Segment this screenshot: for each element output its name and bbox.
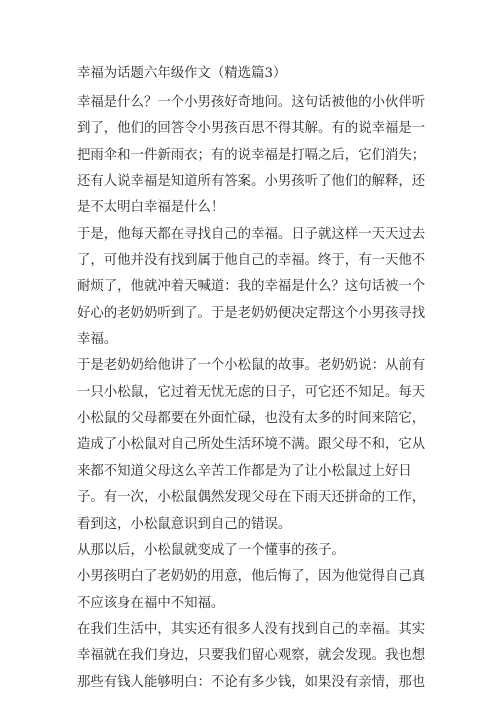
text-line: 是不太明白幸福是什么！ xyxy=(77,200,225,216)
document-title: 幸福为话题六年级作文（精选篇3） xyxy=(77,66,287,81)
text-line: 从那以后，小松鼠就变成了一个懂事的孩子。 xyxy=(77,542,345,558)
text-line: 在我们生活中，其实还有很多人没有找到自己的幸福。其实 xyxy=(77,621,426,637)
text-line: 幸福就在我们身边，只要我们留心观察，就会发现。我也想 xyxy=(77,648,426,664)
text-line: 于是老奶奶给他讲了一个小松鼠的故事。老奶奶说：从前有 xyxy=(77,358,426,374)
text-line: 好心的老奶奶听到了。于是老奶奶便决定帮这个小男孩寻找 xyxy=(77,305,426,321)
text-line: 到了，他们的回答令小男孩百思不得其解。有的说幸福是一 xyxy=(77,121,426,137)
text-line: 造成了小松鼠对自己所处生活环境不满。跟父母不和，它从 xyxy=(77,437,426,453)
text-line: 耐烦了，他就冲着天喊道：我的幸福是什么？这句话被一个 xyxy=(77,279,426,295)
text-line: 不应该身在福中不知福。 xyxy=(77,595,225,611)
text-line: 那些有钱人能够明白：不论有多少钱，如果没有亲情，那也 xyxy=(77,674,426,690)
text-line: 小男孩明白了老奶奶的用意，他后悔了，因为他觉得自己真 xyxy=(77,569,426,585)
text-line: 把雨伞和一件新雨衣；有的说幸福是打嗝之后，它们消失； xyxy=(77,147,426,163)
text-line: 了，可他并没有找到属于他自己的幸福。终于，有一天他不 xyxy=(77,253,426,269)
text-line: 子。有一次，小松鼠偶然发现父母在下雨天还拼命的工作， xyxy=(77,490,426,506)
text-line: 于是，他每天都在寻找自己的幸福。日子就这样一天天过去 xyxy=(77,226,426,242)
text-line: 小松鼠的父母都要在外面忙碌，也没有太多的时间来陪它， xyxy=(77,411,426,427)
text-line: 来都不知道父母这么辛苦工作都是为了让小松鼠过上好日 xyxy=(77,463,412,479)
document-body xyxy=(77,90,437,696)
text-line: 幸福是什么？一个小男孩好奇地问。这句话被他的小伙伴听 xyxy=(77,95,426,110)
text-line: 看到这，小松鼠意识到自己的错误。 xyxy=(77,516,292,532)
text-line: 一只小松鼠，它过着无忧无虑的日子，可它还不知足。每天 xyxy=(77,384,426,400)
text-line: 幸福。 xyxy=(77,332,118,348)
text-line: 还有人说幸福是知道所有答案。小男孩听了他们的解释，还 xyxy=(77,174,426,190)
